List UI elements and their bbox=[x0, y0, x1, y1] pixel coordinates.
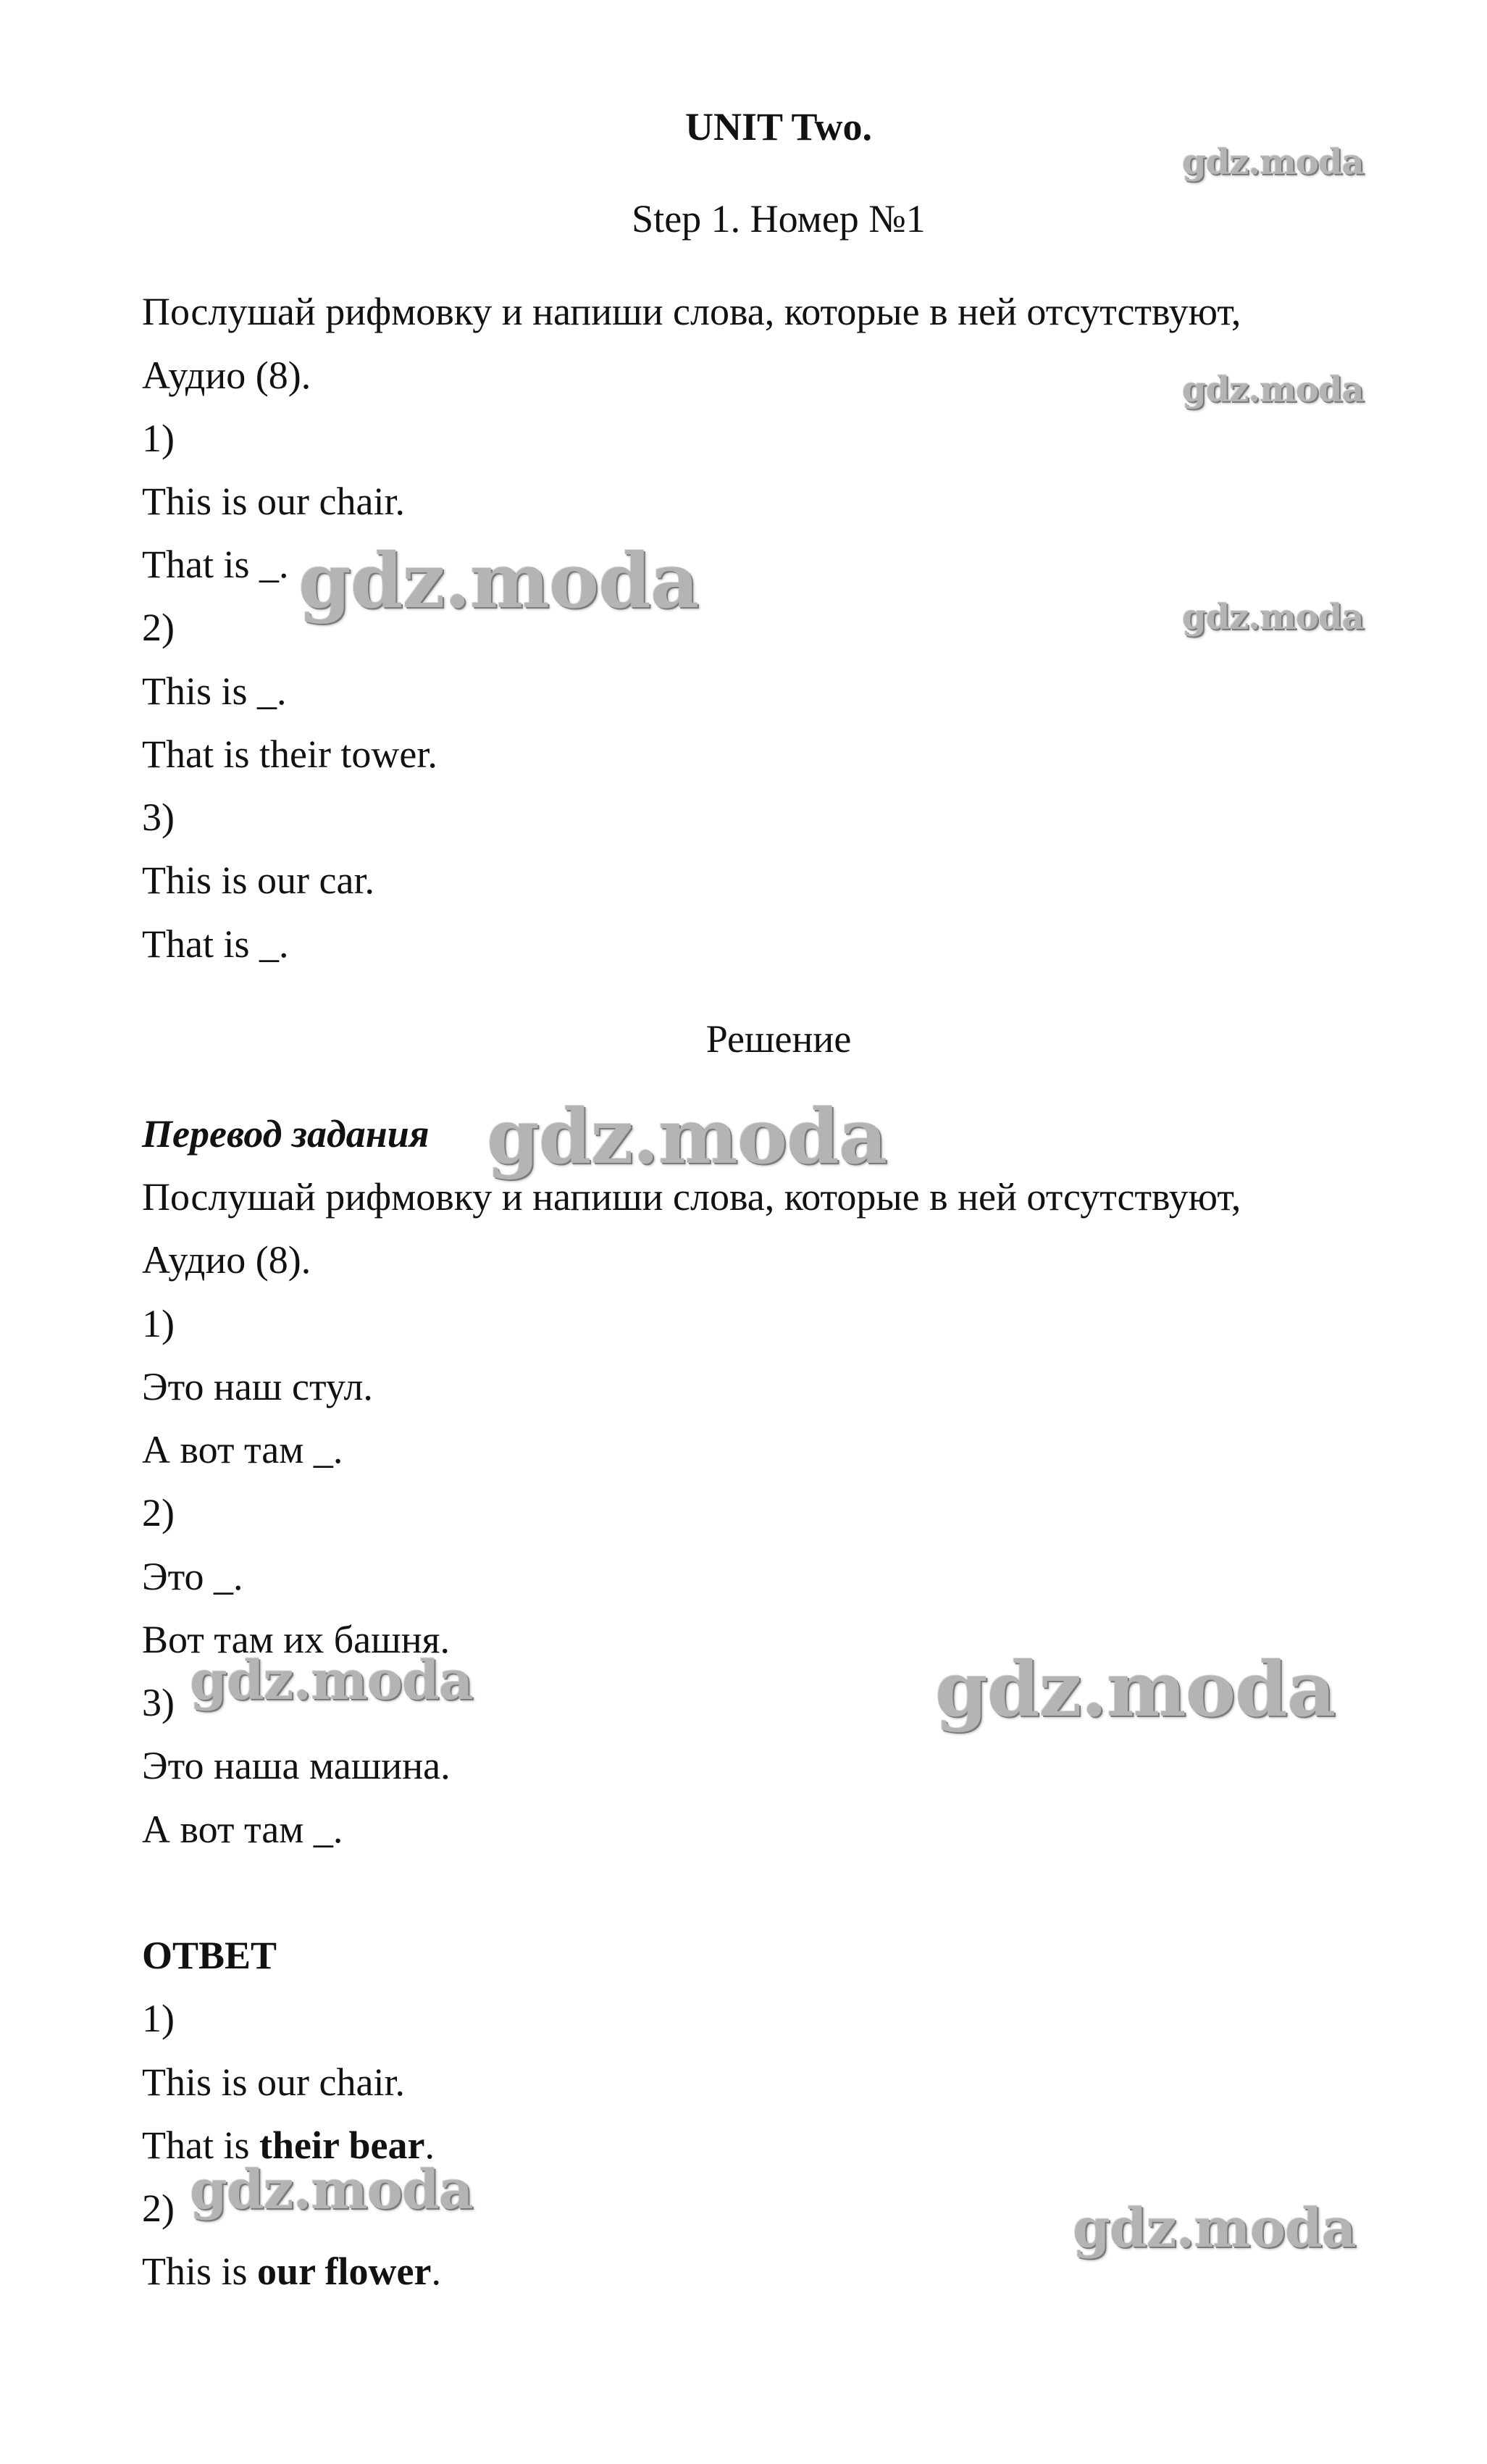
translation-line: 2) bbox=[142, 1491, 175, 1534]
watermark: gdz.moda bbox=[190, 1650, 473, 1712]
translation-line: 3) bbox=[142, 1681, 175, 1724]
task-line: That is their tower. bbox=[142, 732, 437, 776]
watermark: gdz.moda bbox=[487, 1092, 887, 1181]
task-line: This is our car. bbox=[142, 859, 374, 902]
task-line: 1) bbox=[142, 417, 175, 460]
answer-text: . bbox=[431, 2250, 441, 2293]
answer-heading: ОТВЕТ bbox=[142, 1934, 277, 1977]
watermark: gdz.moda bbox=[1182, 142, 1364, 183]
answer-line: This is our chair. bbox=[142, 2060, 405, 2104]
translation-line: Вот там их башня. bbox=[142, 1618, 450, 1661]
task-line: 3) bbox=[142, 795, 175, 839]
answer-line: 1) bbox=[142, 1997, 175, 2040]
watermark: gdz.moda bbox=[298, 536, 699, 625]
answer-text: . bbox=[424, 2123, 435, 2167]
translation-line: Это наша машина. bbox=[142, 1744, 451, 1787]
answer-line: 2) bbox=[142, 2187, 175, 2230]
translation-line: 1) bbox=[142, 1302, 175, 1345]
translation-heading: Перевод задания bbox=[142, 1112, 430, 1156]
step-title: Step 1. Номер №1 bbox=[632, 197, 926, 241]
translation-line: Это наш стул. bbox=[142, 1365, 373, 1408]
answer-filled-word: our flower bbox=[257, 2250, 432, 2293]
task-line: This is _. bbox=[142, 669, 287, 713]
task-instruction-line-2: Аудио (8). bbox=[142, 354, 311, 397]
watermark: gdz.moda bbox=[1182, 369, 1364, 410]
task-line: That is _. bbox=[142, 543, 289, 586]
answer-text: That is bbox=[142, 2123, 259, 2167]
translation-line: А вот там _. bbox=[142, 1808, 343, 1851]
answer-filled-word: their bear bbox=[259, 2123, 425, 2167]
answer-line bbox=[142, 2248, 441, 2294]
translation-line: А вот там _. bbox=[142, 1428, 343, 1471]
task-line: That is _. bbox=[142, 922, 289, 966]
translation-line: Это _. bbox=[142, 1555, 243, 1598]
task-line: 2) bbox=[142, 606, 175, 649]
task-line: This is our chair. bbox=[142, 480, 405, 523]
translation-instruction-line-2: Аудио (8). bbox=[142, 1238, 311, 1282]
answer-text: This is bbox=[142, 2250, 258, 2293]
watermark: gdz.moda bbox=[190, 2159, 473, 2221]
unit-title: UNIT Two. bbox=[684, 105, 873, 149]
task-instruction-line-1: Послушай рифмовку и напиши слова, которые в ней отсутствуют, bbox=[142, 290, 1241, 333]
watermark: gdz.moda bbox=[935, 1645, 1336, 1734]
watermark: gdz.moda bbox=[1073, 2197, 1356, 2260]
translation-instruction-line-1: Послушай рифмовку и напиши слова, которые в ней отсутствуют, bbox=[142, 1175, 1241, 1219]
solution-heading: Решение bbox=[705, 1017, 852, 1061]
watermark: gdz.moda bbox=[1182, 597, 1364, 638]
